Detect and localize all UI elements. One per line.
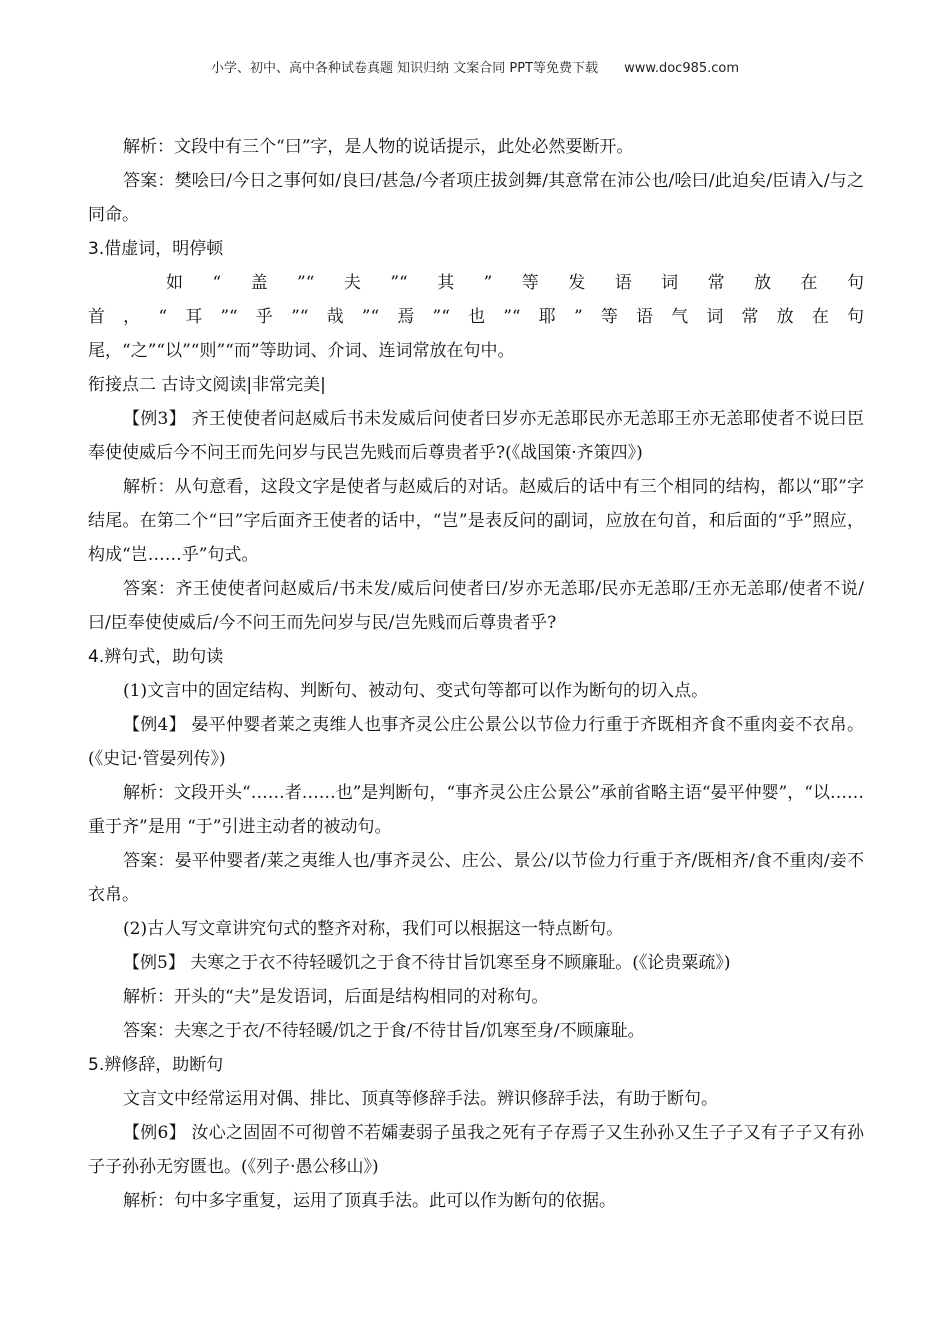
- section-heading-3: 3.借虚词，明停顿: [88, 239, 224, 259]
- header-text: 小学、初中、高中各种试卷真题 知识归纳 文案合同 PPT等免费下载: [210, 61, 598, 76]
- section-heading-5: 5.辨修辞，助断句: [88, 1055, 224, 1075]
- subpoint-2: (2)古人写文章讲究句式的整齐对称，我们可以根据这一特点断句。: [123, 919, 624, 939]
- spaced-line-2: 首，“耳”“乎”“哉”“焉”“也”“耶”等语气词常放在句: [88, 307, 864, 327]
- page-header: [0, 57, 950, 76]
- analysis-paragraph: 解析：文段开头“……者……也”是判断句，“事齐灵公庄公景公”承前省略主语“晏平仲婴”，“以……重于齐”是用 “于”引进主动者的被动句。: [88, 783, 864, 837]
- answer-paragraph: 答案：夫寒之于衣/不待轻暖/饥之于食/不待甘旨/饥寒至身/不顾廉耻。: [123, 1021, 645, 1041]
- spaced-line-3: 尾，“之”“以”“则”“而”等助词、介词、连词常放在句中。: [88, 341, 515, 361]
- subpoint-1: (1)文言中的固定结构、判断句、被动句、变式句等都可以作为断句的切入点。: [123, 681, 709, 701]
- example-3: 【例3】 齐王使使者问赵威后书未发威后问使者曰岁亦无恙耶民亦无恙耶王亦无恙耶使者不说曰臣奉使使威后今不问王而先问岁与民岂先贱而后尊贵者乎?(《战国策·齐策四》): [88, 409, 864, 463]
- section-heading-link2: 衔接点二 古诗文阅读|非常完美|: [88, 375, 326, 395]
- section-heading-4: 4.辨句式，助句读: [88, 647, 224, 667]
- analysis-paragraph: 解析：从句意看，这段文字是使者与赵威后的对话。赵威后的话中有三个相同的结构，都以“耶”字结尾。在第二个“曰”字后面齐王使者的话中，“岂”是表反问的副词，应放在句首，和后面的“乎”照应，构成“岂……乎”句式。: [88, 477, 864, 565]
- example-6: 【例6】 汝心之固固不可彻曾不若孀妻弱子虽我之死有子存焉子又生孙孙又生子子又有子子又有孙子子孙孙无穷匮也。(《列子·愚公移山》): [88, 1123, 864, 1177]
- intro-paragraph: 文言文中经常运用对偶、排比、顶真等修辞手法。辨识修辞手法，有助于断句。: [123, 1089, 718, 1109]
- example-4: 【例4】 晏平仲婴者莱之夷维人也事齐灵公庄公景公以节俭力行重于齐既相齐食不重肉妾不衣帛。(《史记·管晏列传》): [88, 715, 864, 769]
- example-5: 【例5】 夫寒之于衣不待轻暖饥之于食不待甘旨饥寒至身不顾廉耻。(《论贵粟疏》): [123, 953, 731, 973]
- answer-paragraph: 答案：齐王使使者问赵威后/书未发/威后问使者曰/岁亦无恙耶/民亦无恙耶/王亦无恙耶/使者不说/曰/臣奉使使威后/今不问王而先问岁与民/岂先贱而后尊贵者乎?: [88, 579, 864, 633]
- analysis-paragraph: 解析：开头的“夫”是发语词，后面是结构相同的对称句。: [123, 987, 549, 1007]
- answer-paragraph: 答案：樊哙曰/今日之事何如/良曰/甚急/今者项庄拔剑舞/其意常在沛公也/哙曰/此迫矣/臣请入/与之同命。: [88, 171, 864, 225]
- analysis-paragraph: 解析：文段中有三个“曰”字，是人物的说话提示，此处必然要断开。: [123, 137, 634, 157]
- spaced-line-1: 如“盖”“夫”“其”等发语词常放在句: [166, 273, 864, 293]
- document-body: [88, 130, 864, 1218]
- analysis-paragraph: 解析：句中多字重复，运用了顶真手法。此可以作为断句的依据。: [123, 1191, 616, 1211]
- answer-paragraph: 答案：晏平仲婴者/莱之夷维人也/事齐灵公、庄公、景公/以节俭力行重于齐/既相齐/食不重肉/妾不衣帛。: [88, 851, 864, 905]
- header-site-link[interactable]: www.doc985.com: [624, 61, 740, 76]
